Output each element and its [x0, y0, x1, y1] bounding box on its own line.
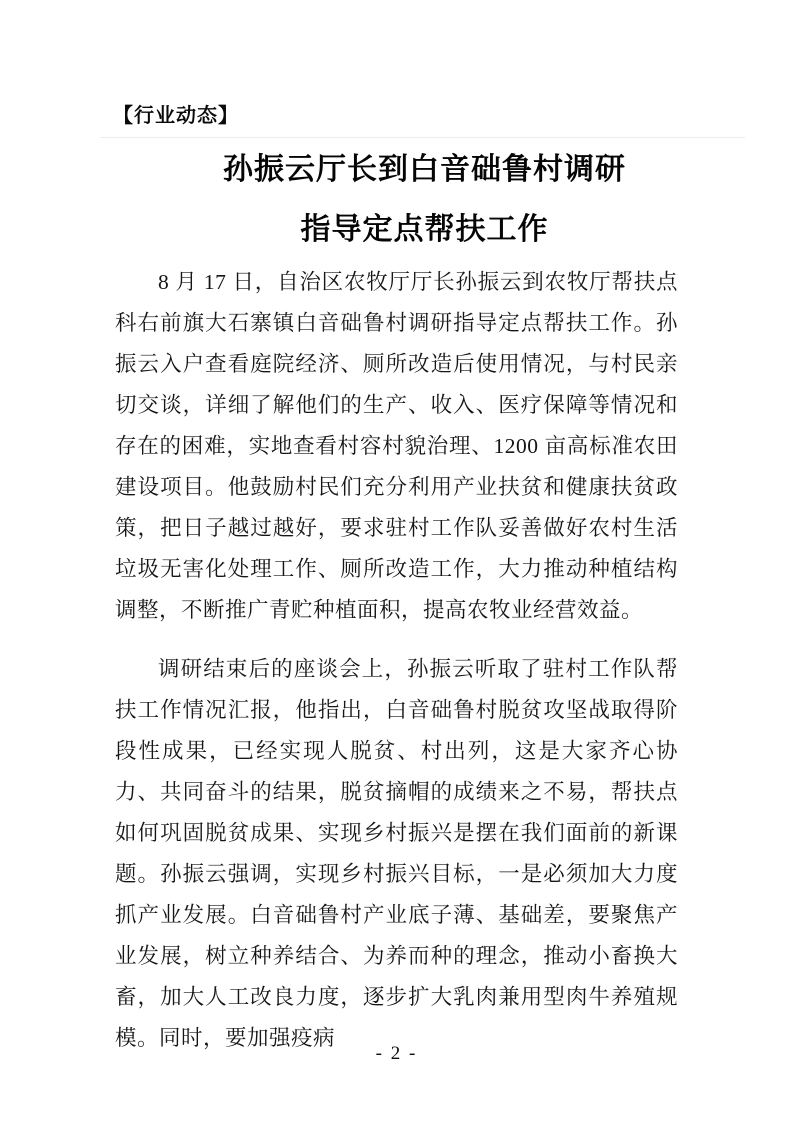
paragraph-1: 8 月 17 日，自治区农牧厅厅长孙振云到农牧厅帮扶点科右前旗大石寨镇白音础鲁村调研指导定点帮扶工作。孙振云入户查看庭院经济、厕所改造后使用情况，与村民亲切交谈，详细了解他们的生产、收入、医疗保障等情况和存在的困难，实地查看村容村貌治理、1200 亩高标准农田建设项目。他鼓励村民们充分利用产业扶贫和健康扶贫政策，把日子越过越好，要求驻村工作队妥善做好农村生活垃圾无害化处理工作、厕所改造工作，大力推动种植结构调整，不断推广青贮种植面积，提高农牧业经营效益。 — [115, 270, 678, 622]
article-title-line-2: 指导定点帮扶工作 — [300, 213, 549, 246]
paragraph-2: 调研结束后的座谈会上，孙振云听取了驻村工作队帮扶工作情况汇报，他指出，白音础鲁村脱贫攻坚战取得阶段性成果，已经实现人脱贫、村出列，这是大家齐心协力、共同奋斗的结果，脱贫摘帽的成绩来之不易，帮扶点如何巩固脱贫成果、实现乡村振兴是摆在我们面前的新课题。孙振云强调，实现乡村振兴目标，一是必须加大力度抓产业发展。白音础鲁村产业底子薄、基础差，要聚焦产业发展，树立种养结合、为养而种的理念，推动小畜换大畜，加大人工改良力度，逐步扩大乳肉兼用型肉牛养殖规模。同时，要加强疫病 — [115, 657, 678, 1050]
header-divider — [100, 137, 745, 138]
article-title-line-1: 孙振云厅长到白音础鲁村调研 — [223, 153, 626, 186]
page-number: - 2 - — [375, 1043, 418, 1064]
section-tag: 【行业动态】 — [113, 105, 239, 127]
article-body — [115, 262, 678, 1077]
article-title — [115, 140, 678, 260]
